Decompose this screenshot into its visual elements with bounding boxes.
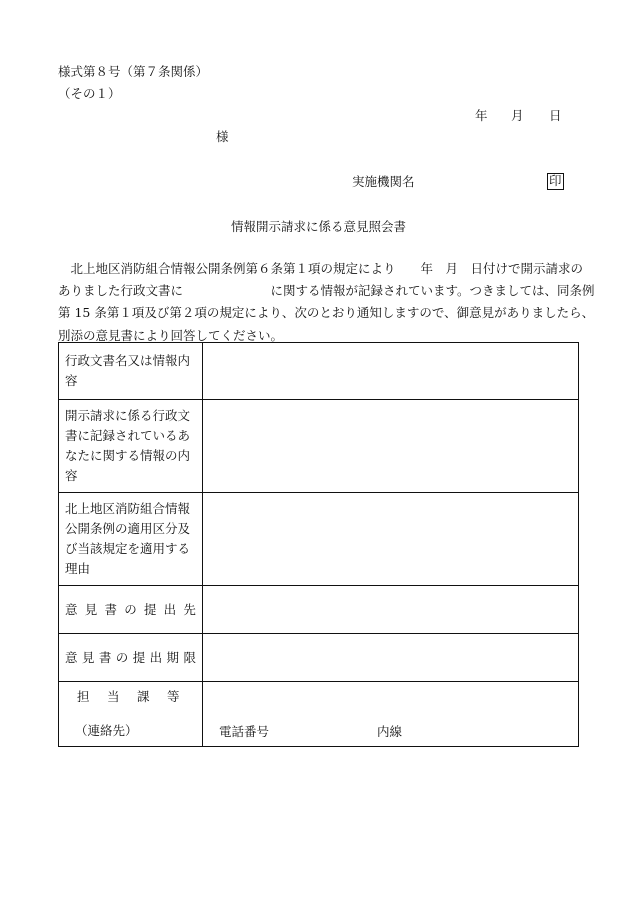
- table-row: [59, 634, 579, 682]
- label-line: 容: [65, 373, 78, 388]
- date-day: 日: [549, 108, 562, 123]
- label-line: 公開条例の適用区分及: [65, 521, 191, 536]
- body-paragraph: [58, 258, 595, 347]
- agency-label: 実施機関名: [352, 174, 415, 189]
- label-char: 意: [65, 649, 78, 665]
- row-label-submission-deadline: [59, 634, 203, 682]
- label-char: 出: [149, 649, 163, 665]
- label-char: の: [115, 649, 129, 665]
- opinion-table: [58, 342, 579, 747]
- submission-destination-value[interactable]: [203, 586, 579, 634]
- phone-label: 電話番号: [219, 724, 270, 739]
- submission-deadline-value[interactable]: [203, 634, 579, 682]
- date-month: 月: [511, 108, 524, 123]
- label-char: 担: [77, 689, 90, 704]
- label-char: 提: [143, 601, 157, 617]
- related-info-value[interactable]: [203, 400, 579, 493]
- label-line: 容: [65, 468, 78, 483]
- label-char: 見: [84, 601, 98, 617]
- label-char: 書: [98, 649, 112, 665]
- row-label-document-name: [59, 343, 203, 400]
- table-row: [59, 400, 579, 493]
- label-line: 北上地区消防組合情報: [65, 501, 191, 516]
- document-name-value[interactable]: [203, 343, 579, 400]
- label-char: 課: [137, 689, 150, 704]
- label-line: び当該規定を適用する: [65, 541, 191, 556]
- label-char: 意: [65, 601, 78, 617]
- form-number: 様式第８号（第７条関係）: [58, 64, 209, 79]
- extension-label: 内線: [377, 724, 403, 739]
- responsible-section-value[interactable]: [203, 682, 579, 747]
- label-char: 等: [167, 689, 180, 704]
- addressee-suffix: 様: [216, 129, 229, 144]
- date-year: 年: [475, 108, 488, 123]
- label-line: 書に記録されているあ: [65, 428, 191, 443]
- label-char: 当: [107, 689, 120, 704]
- document-title: 情報開示請求に係る意見照会書: [231, 219, 407, 234]
- label-char: の: [124, 601, 137, 617]
- applicable-clause-value[interactable]: [203, 493, 579, 586]
- row-label-responsible-section: [59, 682, 203, 747]
- label-line: 開示請求に係る行政文: [65, 408, 191, 423]
- table-row: [59, 493, 579, 586]
- label-char: 出: [163, 601, 177, 617]
- row-label-submission-destination: [59, 586, 203, 634]
- label-char: 書: [104, 601, 117, 617]
- table-row: [59, 343, 579, 400]
- label-line: 理由: [65, 561, 91, 576]
- seal-mark: 印: [549, 173, 562, 188]
- label-char: 先: [183, 601, 196, 617]
- contact-label: （連絡先）: [75, 723, 138, 738]
- body-line: ありました行政文書に に関する情報が記録されています。つきましては、同条例: [58, 283, 595, 299]
- body-line: 別添の意見書により回答してください。: [58, 327, 284, 343]
- label-char: 提: [132, 649, 146, 665]
- table-row: [59, 586, 579, 634]
- table-row: [59, 682, 579, 747]
- label-char: 見: [81, 649, 95, 665]
- label-char: 期: [166, 649, 180, 665]
- form-sub-number: （その１）: [58, 86, 121, 101]
- row-label-applicable-clause: [59, 493, 203, 586]
- label-line: なたに関する情報の内: [65, 448, 191, 463]
- row-label-related-info: [59, 400, 203, 493]
- body-line: 北上地区消防組合情報公開条例第６条第１項の規定により 年 月 日付けで開示請求の: [58, 261, 584, 276]
- body-line: 第 15 条第１項及び第２項の規定により、次のとおり通知しますので、御意見がありましたら、: [58, 305, 595, 321]
- label-line: 行政文書名又は情報内: [65, 353, 191, 368]
- label-char: 限: [183, 649, 196, 665]
